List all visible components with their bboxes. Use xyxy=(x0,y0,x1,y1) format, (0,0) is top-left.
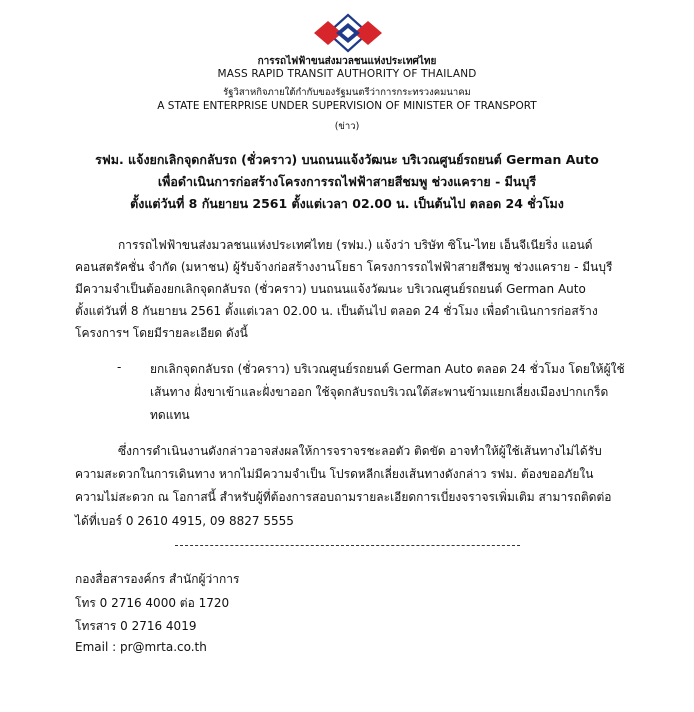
bullet-line: ทดแทน xyxy=(150,408,190,422)
document-type-tag: (ข่าว) xyxy=(334,121,360,132)
paragraph-2-line: ได้ที่เบอร์ 0 2610 4915, 09 8827 5555 xyxy=(75,514,294,528)
contact-department: กองสื่อสารองค์กร สำนักผู้ว่าการ xyxy=(75,572,240,586)
bullet-line: เส้นทาง ฝั่งขาเข้าและฝั่งขาออก ใช้จุดกลับรถบริเวณใต้สะพานข้ามแยกเลี่ยงเมืองปากเกร็ด xyxy=(150,385,609,399)
paragraph-2-line: ซึ่งการดำเนินงานดังกล่าวอาจส่งผลให้การจราจรชะลอตัว ติดขัด อาจทำให้ผู้ใช้เส้นทางไม่ได้รับ xyxy=(118,444,602,458)
paragraph-2-line: ความไม่สะดวก ณ โอกาสนี้ สำหรับผู้ที่ต้องการสอบถามรายละเอียดการเบี่ยงจราจรเพิ่มเติม สามารถติดต่อ xyxy=(75,490,612,504)
bullet-marker: - xyxy=(117,360,122,374)
paragraph-1-line: โครงการฯ โดยมีรายละเอียด ดังนี้ xyxy=(75,326,248,340)
paragraph-1-line: คอนสตรัคชั่น จำกัด (มหาชน) ผู้รับจ้างก่อสร้างงานโยธา โครงการรถไฟฟ้าสายสีชมพู ช่วงแคราย - มีนบุรี xyxy=(75,260,613,274)
mrta-logo-icon xyxy=(306,13,390,53)
separator-line xyxy=(175,545,520,546)
org-name-thai: การรถไฟฟ้าขนส่งมวลชนแห่งประเทศไทย xyxy=(257,56,437,67)
paragraph-1-line: มีความจำเป็นต้องยกเลิกจุดกลับรถ (ชั่วคราว) บนถนนแจ้งวัฒนะ บริเวณศูนย์รถยนต์ German Auto xyxy=(75,282,586,296)
title-line-3: ตั้งแต่วันที่ 8 กันยายน 2561 ตั้งแต่เวลา 02.00 น. เป็นต้นไป ตลอด 24 ชั่วโมง xyxy=(130,196,564,211)
paragraph-2-line: ความสะดวกในการเดินทาง หากไม่มีความจำเป็น โปรดหลีกเลี่ยงเส้นทางดังกล่าว รฟม. ต้องขออภัยใน xyxy=(75,467,594,481)
contact-phone: โทร 0 2716 4000 ต่อ 1720 xyxy=(75,596,230,610)
contact-fax: โทรสาร 0 2716 4019 xyxy=(75,619,197,633)
org-name-english: MASS RAPID TRANSIT AUTHORITY OF THAILAND xyxy=(217,68,477,80)
supervision-thai: รัฐวิสาหกิจภายใต้กำกับของรัฐมนตรีว่าการกระทรวงคมนาคม xyxy=(223,87,471,98)
paragraph-1-line: การรถไฟฟ้าขนส่งมวลชนแห่งประเทศไทย (รฟม.) แจ้งว่า บริษัท ซิโน-ไทย เอ็นจีเนียริ่ง แอนด์ xyxy=(118,238,593,252)
supervision-english: A STATE ENTERPRISE UNDER SUPERVISION OF MINISTER OF TRANSPORT xyxy=(157,100,537,112)
contact-email: Email : pr@mrta.co.th xyxy=(75,640,207,654)
bullet-line: ยกเลิกจุดกลับรถ (ชั่วคราว) บริเวณศูนย์รถยนต์ German Auto ตลอด 24 ชั่วโมง โดยให้ผู้ใช้ xyxy=(150,362,625,376)
title-line-1: รฟม. แจ้งยกเลิกจุดกลับรถ (ชั่วคราว) บนถนนแจ้งวัฒนะ บริเวณศูนย์รถยนต์ German Auto xyxy=(95,152,599,167)
title-line-2: เพื่อดำเนินการก่อสร้างโครงการรถไฟฟ้าสายสีชมพู ช่วงแคราย - มีนบุรี xyxy=(157,174,537,189)
paragraph-1-line: ตั้งแต่วันที่ 8 กันยายน 2561 ตั้งแต่เวลา 02.00 น. เป็นต้นไป ตลอด 24 ชั่วโมง เพื่อดำเนินการก่อสร้าง xyxy=(75,304,598,318)
